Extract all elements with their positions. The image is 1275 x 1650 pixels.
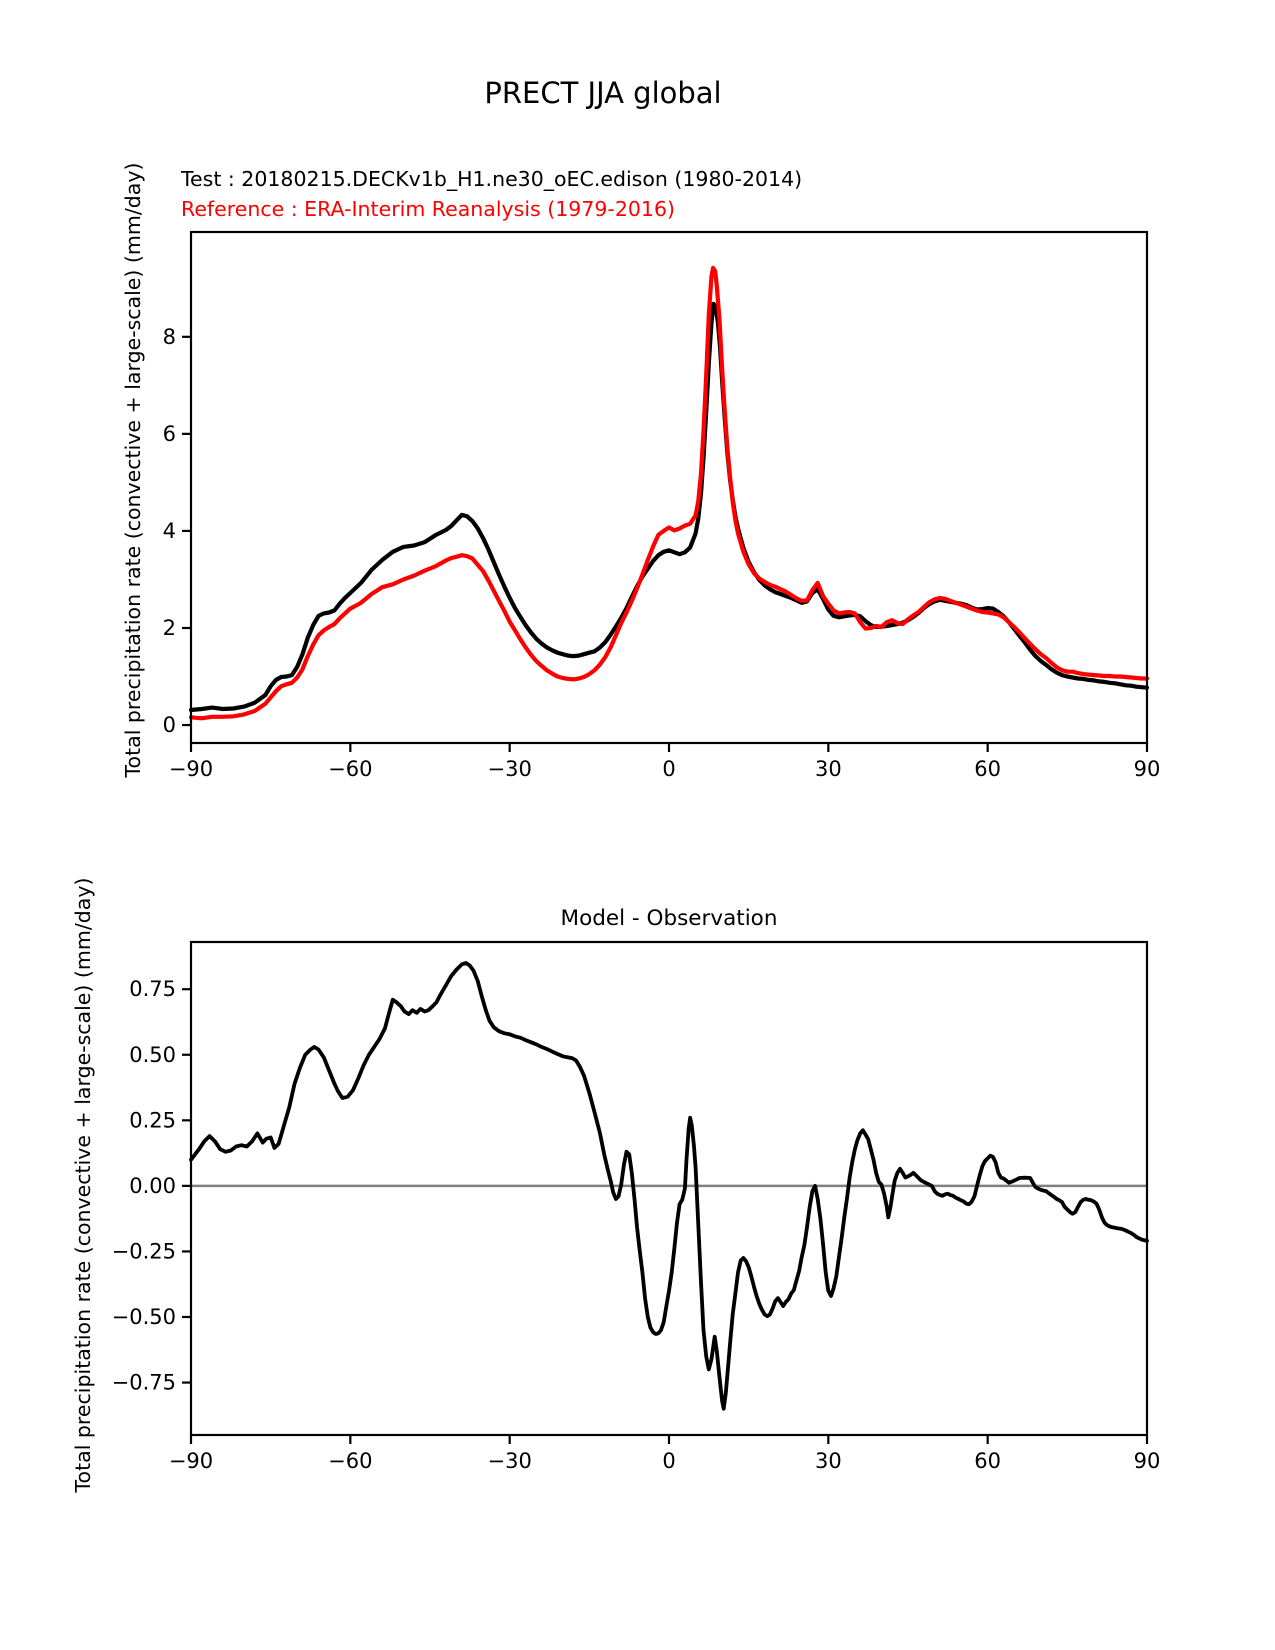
series-test-line <box>191 304 1147 710</box>
x-tick-label: 0 <box>662 757 676 781</box>
plot-border <box>191 942 1147 1435</box>
y-tick-label: 0.00 <box>129 1173 176 1198</box>
test-run-label: Test : 20180215.DECKv1b_H1.ne30_oEC.edison (1980-2014) <box>181 167 803 191</box>
bottom-y-axis-label: Total precipitation rate (convective + large-scale) (mm/day) <box>71 877 95 1493</box>
x-tick-label: −60 <box>328 1449 373 1473</box>
plot-border <box>191 232 1147 743</box>
y-tick-label: 4 <box>162 518 176 543</box>
x-tick-label: 90 <box>1133 757 1161 781</box>
y-tick-label: −0.50 <box>111 1304 176 1329</box>
x-tick-label: 90 <box>1133 1449 1161 1473</box>
y-tick-label: 2 <box>162 615 176 640</box>
x-tick-label: −90 <box>168 1449 214 1473</box>
x-tick-label: 30 <box>814 757 842 781</box>
figure-title: PRECT JJA global <box>484 76 722 110</box>
x-tick-label: −60 <box>328 757 373 781</box>
y-tick-label: −0.25 <box>111 1239 176 1264</box>
x-tick-label: −30 <box>487 757 532 781</box>
reference-run-label: Reference : ERA-Interim Reanalysis (1979-2016) <box>181 197 675 221</box>
bottom-panel <box>112 942 1161 1473</box>
y-tick-label: 0.25 <box>129 1108 176 1133</box>
y-tick-label: −0.75 <box>111 1370 176 1395</box>
x-tick-label: 60 <box>974 757 1002 781</box>
top-panel <box>163 232 1161 781</box>
y-tick-label: 8 <box>162 324 176 349</box>
y-tick-label: 0 <box>162 713 176 738</box>
x-tick-label: 0 <box>662 1449 676 1473</box>
bottom-panel-title: Model - Observation <box>560 906 778 931</box>
x-tick-label: −90 <box>168 757 214 781</box>
top-y-axis-label: Total precipitation rate (convective + large-scale) (mm/day) <box>121 162 145 778</box>
y-tick-label: 0.75 <box>129 977 176 1002</box>
y-tick-label: 6 <box>162 421 176 446</box>
x-tick-label: −30 <box>487 1449 532 1473</box>
x-tick-label: 30 <box>814 1449 842 1473</box>
y-tick-label: 0.50 <box>129 1042 176 1067</box>
x-tick-label: 60 <box>974 1449 1002 1473</box>
series-reference-line <box>191 268 1147 718</box>
